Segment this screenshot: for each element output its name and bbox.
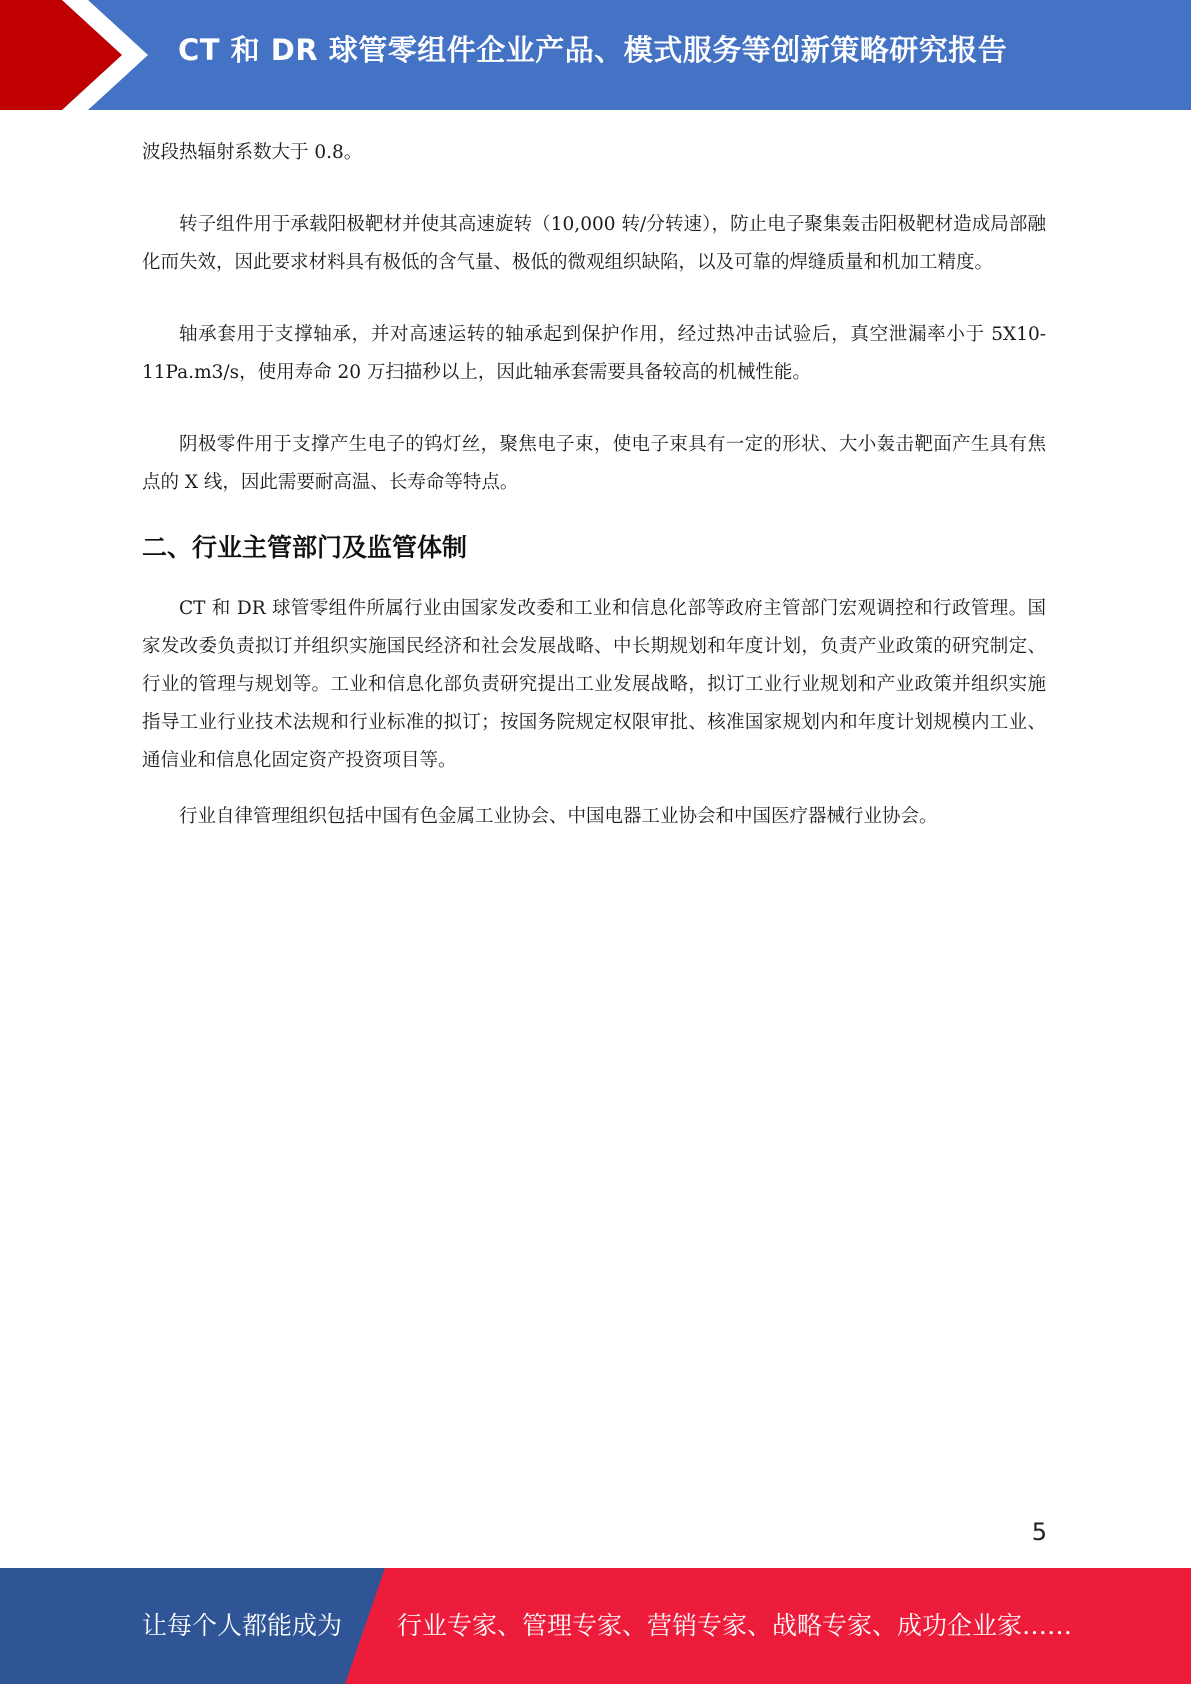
footer-slogan-right: 行业专家、管理专家、营销专家、战略专家、成功企业家……	[397, 1611, 1073, 1640]
page-header	[0, 0, 1191, 110]
paragraph-continuation: 波段热辐射系数大于 0.8。	[142, 142, 363, 163]
main-content	[142, 134, 1046, 836]
header-chevron-decoration	[0, 0, 160, 110]
page-footer	[0, 1568, 1191, 1684]
paragraph-bearing-sleeve: 轴承套用于支撑轴承，并对高速运转的轴承起到保护作用，经过热冲击试验后，真空泄漏率小于 5X10-11Pa.m3/s，使用寿命 20 万扫描秒以上，因此轴承套需要具备较高的机械性能。	[142, 324, 1046, 383]
paragraph-associations: 行业自律管理组织包括中国有色金属工业协会、中国电器工业协会和中国医疗器械行业协会。	[179, 806, 938, 827]
paragraph-regulators: CT 和 DR 球管零组件所属行业由国家发改委和工业和信息化部等政府主管部门宏观调控和行政管理。国家发改委负责拟订并组织实施国民经济和社会发展战略、中长期规划和年度计划，负责产业政策的研究制定、行业的管理与规划等。工业和信息化部负责研究提出工业发展战略，拟订工业行业规划和产业政策并组织实施指导工业行业技术法规和行业标准的拟订；按国务院规定权限审批、核准国家规划内和年度计划规模内工业、通信业和信息化固定资产投资项目等。	[142, 598, 1046, 771]
paragraph-rotor-assembly: 转子组件用于承载阳极靶材并使其高速旋转（10,000 转/分转速），防止电子聚集轰击阳极靶材造成局部融化而失效，因此要求材料具有极低的含气量、极低的微观组织缺陷，以及可靠的焊缝质量和机加工精度。	[142, 214, 1046, 273]
page-number: 5	[1031, 1518, 1047, 1546]
paragraph-cathode-parts: 阴极零件用于支撑产生电子的钨灯丝，聚焦电子束，使电子束具有一定的形状、大小轰击靶面产生具有焦点的 X 线，因此需要耐高温、长寿命等特点。	[142, 434, 1046, 493]
footer-slogan-left: 让每个人都能成为	[142, 1611, 343, 1640]
report-title: CT 和 DR 球管零组件企业产品、模式服务等创新策略研究报告	[178, 33, 1008, 67]
section-heading: 二、行业主管部门及监管体制	[142, 533, 468, 562]
